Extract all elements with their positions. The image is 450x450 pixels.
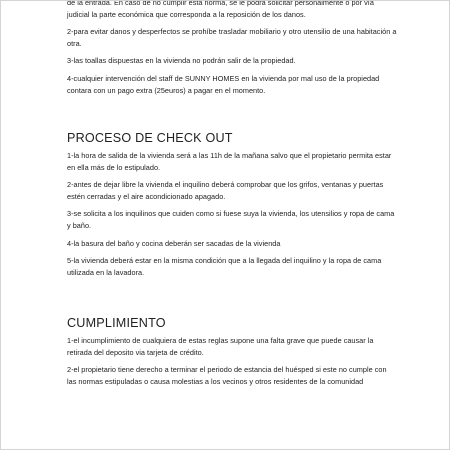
checkout-paragraph-3: 3-se solicita a los inquilinos que cuiden como si fuese suya la vivienda, los utensilios y ropa de cama y baño.	[67, 209, 395, 230]
rules-section-continued	[67, 0, 397, 102]
rule-paragraph-4: 4-cualquier intervención del staff de SUNNY HOMES en la vivienda por mal uso de la propiedad contara con un pago extra (25euros) a pagar en el momento.	[67, 73, 380, 95]
checkout-heading: PROCESO DE CHECK OUT	[67, 131, 233, 145]
compliance-paragraph-2: 2-el propietario tiene derecho a terminar el periodo de estancia del huésped si este no cumple con las normas estipuladas o causa molestias a los vecinos y otros residentes de la comunidad	[67, 365, 387, 386]
rule-paragraph-2: 2-para evitar danos y desperfectos se prohíbe trasladar mobiliario y otro utensilio de una habitación a otra.	[67, 27, 397, 48]
compliance-heading: CUMPLIMIENTO	[67, 316, 166, 330]
checkout-paragraph-1: 1-la hora de salida de la vivienda será a las 11h de la mañana salvo que el propietario permita estar en ella más de lo estipulado.	[67, 151, 392, 172]
checkout-paragraph-2: 2-antes de dejar libre la vivienda el inquilino deberá comprobar que los grifos, ventanas y puertas estén cerradas y el aire acondicionado apagado.	[67, 180, 384, 201]
rule-paragraph-3: 3-las toallas dispuestas en la vivienda no podrán salir de la propiedad.	[67, 56, 296, 66]
compliance-paragraph-1: 1-el incumplimiento de cualquiera de estas reglas supone una falta grave que puede causar la retirada del deposito via tarjeta de crédito.	[67, 336, 374, 357]
checkout-section	[67, 150, 397, 284]
checkout-paragraph-5: 5-la vivienda deberá estar en la misma condición que a la llegada del inquilino y la ropa de cama utilizada en la lavadora.	[67, 256, 382, 277]
compliance-section	[67, 335, 397, 393]
rule-paragraph-1: de la entrada. En caso de no cumplir esta norma, se le podrá solicitar personalmente o por vía judicial la parte económica que corresponda a la reposición de los danos.	[67, 0, 374, 19]
checkout-paragraph-4: 4-la basura del baño y cocina deberán ser sacadas de la vivienda	[67, 238, 281, 248]
